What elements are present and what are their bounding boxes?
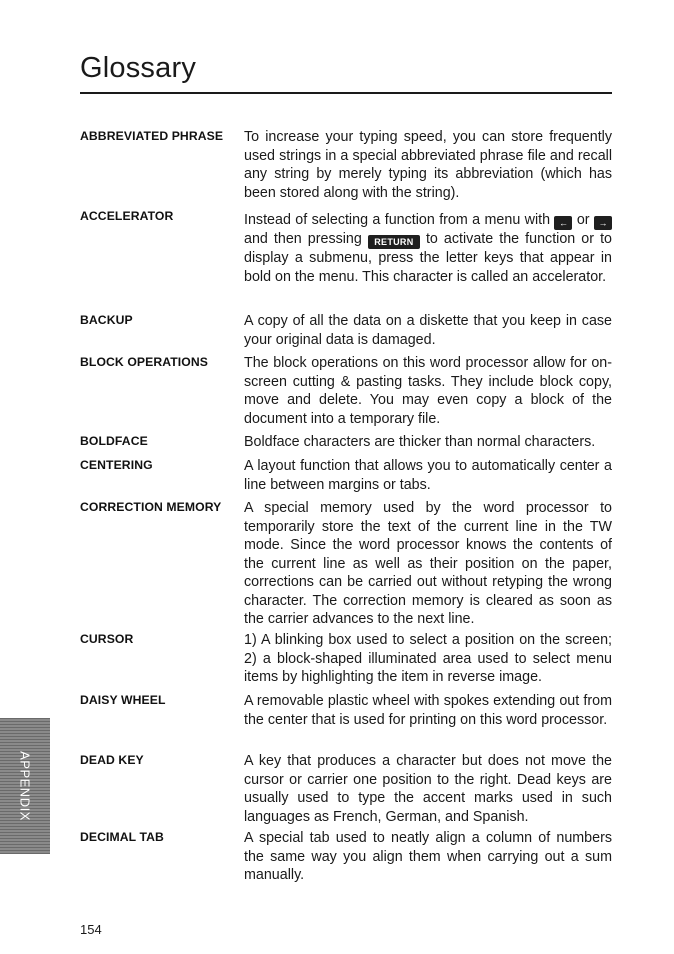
entry-term: DEAD KEY bbox=[80, 753, 144, 767]
left-arrow-key-icon: ← bbox=[554, 216, 572, 230]
entry-definition: A special memory used by the word processor to temporarily store the text of the current line in the TW mode. Since the word processor knows the contents of the current line as well as their position on the paper, corrections can be carried out without retyping the wrong character. The correction memory is cleared as soon as the carrier advances to the next line. bbox=[244, 500, 612, 627]
return-key-icon: RETURN bbox=[368, 235, 420, 249]
entry-term: CURSOR bbox=[80, 632, 134, 646]
entry-term: DAISY WHEEL bbox=[80, 693, 166, 707]
entry-definition: A key that produces a character but does not move the cursor or carrier one position to the right. Dead keys are usually used to type the accent marks used in such languages as French, German, and Spanish. bbox=[244, 753, 612, 825]
entry-term: CORRECTION MEMORY bbox=[80, 500, 222, 514]
definition-text: Instead of selecting a function from a menu with bbox=[244, 212, 551, 228]
entry-definition: 1) A blinking box used to select a position on the screen; 2) a block-shaped illuminated area used to select menu items by highlighting the item in reverse image. bbox=[244, 632, 612, 685]
side-tab-label: APPENDIX bbox=[17, 751, 33, 821]
page-number: 154 bbox=[80, 922, 102, 937]
definition-text: or bbox=[576, 212, 590, 228]
entry-definition: A special tab used to neatly align a column of numbers the same way you align them when carrying out a sum manually. bbox=[244, 830, 612, 883]
entry-definition: Boldface characters are thicker than normal characters. bbox=[244, 434, 596, 450]
entry-definition: A copy of all the data on a diskette that you keep in case your original data is damaged. bbox=[244, 313, 612, 348]
right-arrow-key-icon: → bbox=[594, 216, 612, 230]
entry-definition: The block operations on this word processor allow for on-screen cutting & pasting tasks. They include block copy, move and delete. You may even copy a block of the document into a temporary file. bbox=[244, 355, 612, 427]
entry-term: ACCELERATOR bbox=[80, 209, 174, 223]
page-title: Glossary bbox=[80, 52, 197, 84]
entry-definition bbox=[244, 211, 612, 287]
entry-definition: A layout function that allows you to automatically center a line between margins or tabs. bbox=[244, 458, 612, 493]
entry-term: ABBREVIATED PHRASE bbox=[80, 129, 224, 143]
entry-definition: To increase your typing speed, you can store frequently used strings in a special abbreviated phrase file and recall any string by merely typing its abbreviation (which has been stored along with the string). bbox=[244, 129, 612, 201]
entry-term: CENTERING bbox=[80, 458, 153, 472]
entry-term: BACKUP bbox=[80, 313, 133, 327]
appendix-side-tab bbox=[0, 718, 50, 854]
title-rule bbox=[80, 92, 612, 94]
entry-term: BOLDFACE bbox=[80, 434, 148, 448]
definition-text: to activate the function or to display a submenu, press the letter keys that appear in bold on the menu. This character is called an accelerator. bbox=[244, 231, 612, 285]
definition-text: and then pressing bbox=[244, 231, 362, 247]
entry-term: BLOCK OPERATIONS bbox=[80, 355, 208, 369]
entry-definition: A removable plastic wheel with spokes extending out from the center that is used for printing on this word processor. bbox=[244, 693, 612, 728]
entry-term: DECIMAL TAB bbox=[80, 830, 164, 844]
